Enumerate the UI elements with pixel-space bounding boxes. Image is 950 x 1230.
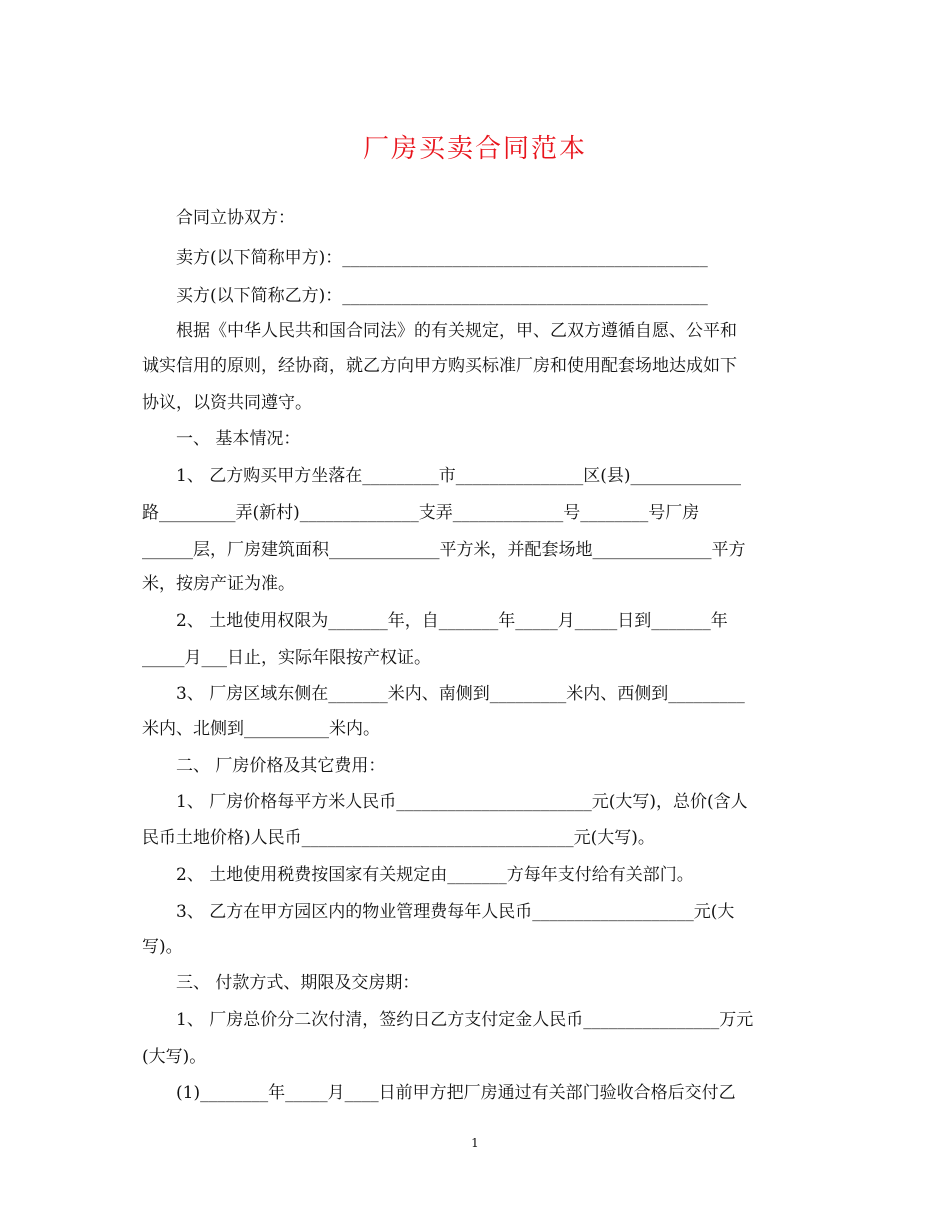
page-number: 1 — [471, 1136, 479, 1150]
body-line: (1)________年_____月____日前甲方把厂房通过有关部门验收合格后交付乙 — [142, 1083, 736, 1103]
body-line: 2、 土地使用税费按国家有关规定由_______方每年支付给有关部门。 — [142, 865, 694, 885]
body-line: 米，按房产证为准。 — [142, 574, 295, 594]
body-line: 2、 土地使用权限为_______年，自_______年_____月_____日到_______年 — [142, 611, 728, 631]
section-heading: 三、 付款方式、期限及交房期： — [142, 973, 420, 993]
document-title: 厂房买卖合同范本 — [362, 134, 587, 164]
body-line: 1、 厂房价格每平方米人民币_______________________元(大写)，总价(含人 — [142, 792, 748, 812]
body-line: (大写)。 — [142, 1047, 207, 1067]
section-heading: 二、 厂房价格及其它费用： — [142, 756, 386, 776]
body-line: 路_________弄(新村)______________支弄_____________号________号厂房 — [142, 503, 700, 523]
body-line: 3、 乙方在甲方园区内的物业管理费每年人民币___________________元(大 — [142, 902, 735, 922]
body-line: 买方(以下简称乙方)：___________________________________________ — [142, 286, 708, 306]
body-line: 诚实信用的原则，经协商，就乙方向甲方购买标准厂房和使用配套场地达成如下 — [142, 356, 737, 376]
body-line: _____月___日止，实际年限按产权证。 — [142, 648, 431, 668]
body-line: 米内、北侧到__________米内。 — [142, 719, 380, 739]
body-line: 协议，以资共同遵守。 — [142, 393, 312, 413]
body-line: 写)。 — [142, 937, 183, 957]
body-line: 1、 厂房总价分二次付清，签约日乙方支付定金人民币________________万元 — [142, 1010, 754, 1030]
body-line: 卖方(以下简称甲方)：___________________________________________ — [142, 248, 708, 268]
body-line: 1、 乙方购买甲方坐落在_________市_______________区(县)_____________ — [142, 466, 741, 486]
body-line: 民币土地价格)人民币________________________________元(大写)。 — [142, 828, 655, 848]
body-line: ______层，厂房建筑面积_____________平方米，并配套场地______________平方 — [142, 540, 746, 560]
section-heading: 一、 基本情况： — [142, 429, 301, 449]
body-line: 3、 厂房区域东侧在_______米内、南侧到_________米内、西侧到_________ — [142, 684, 745, 704]
body-line: 根据《中华人民共和国合同法》的有关规定，甲、乙双方遵循自愿、公平和 — [142, 321, 737, 341]
body-line: 合同立协双方： — [142, 208, 295, 228]
